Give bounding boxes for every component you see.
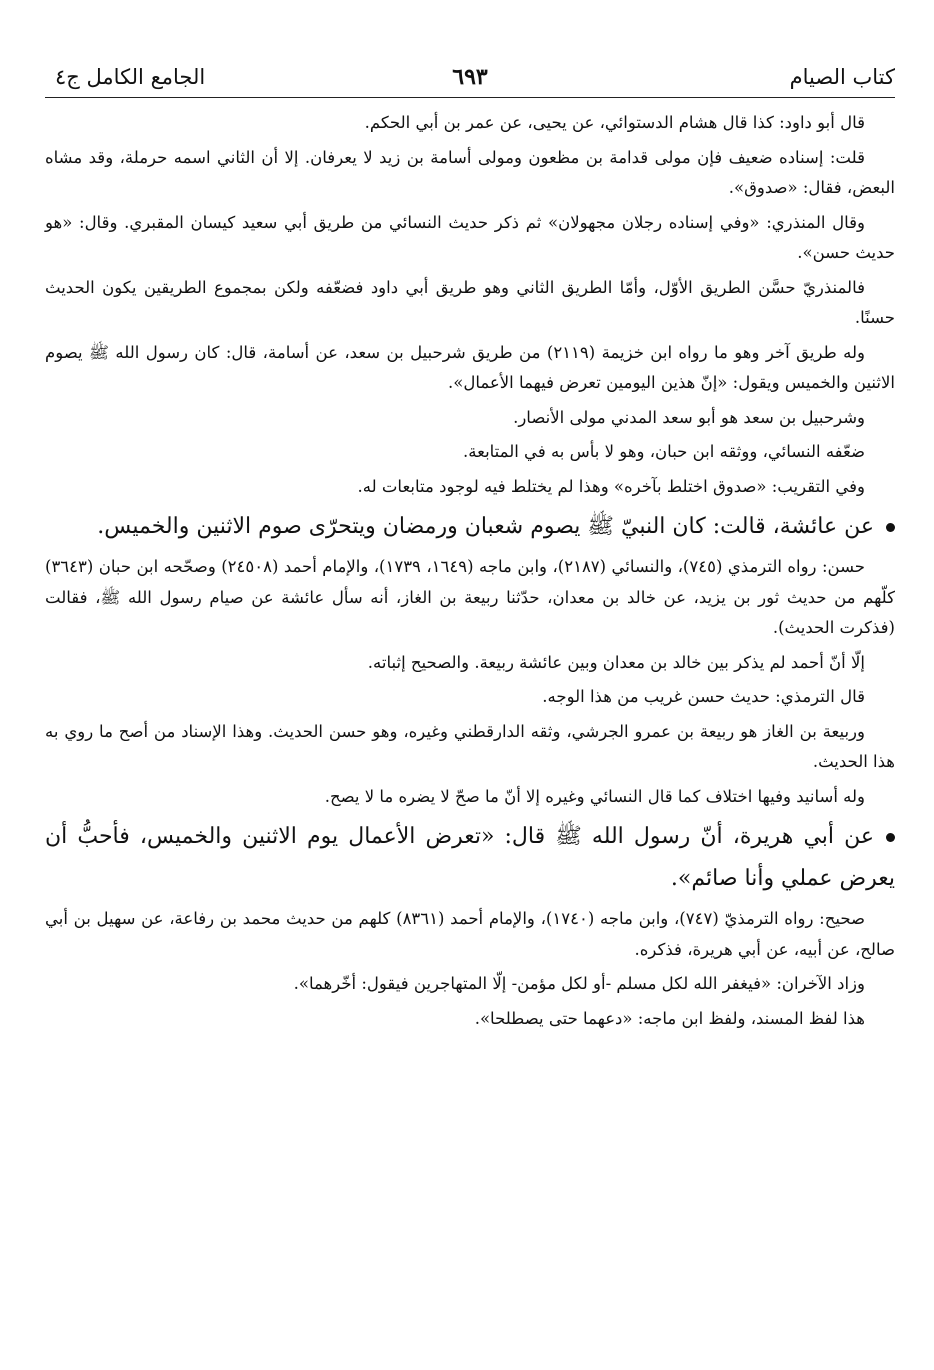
hadith-text	[45, 506, 895, 548]
hadith-body: عن أبي هريرة، أنّ رسول الله ﷺ قال: «تعرض الأعمال يوم الاثنين والخميس، فأحبُّ أن يعرض عملي وأنا صائم».	[45, 824, 895, 891]
bullet-icon	[886, 833, 895, 842]
commentary-paragraph: هذا لفظ المسند، ولفظ ابن ماجه: «دعهما حتى يصطلحا».	[474, 1008, 865, 1028]
commentary-paragraph: وله طريق آخر وهو ما رواه ابن خزيمة (٢١١٩) من طريق شرحبيل بن سعد، عن أسامة، قال: كان رسول الله ﷺ يصوم الاثنين والخميس ويقول: «إنّ هذين اليومين تعرض فيهما الأعمال».	[45, 342, 895, 392]
commentary-paragraph: قلت: إسناده ضعيف فإن مولى قدامة بن مظعون ومولى أسامة بن زيد لا يعرفان. إلا أن الثاني اسمه حرملة، وقد مشاه البعض، فقال: «صدوق».	[45, 147, 895, 197]
commentary-paragraph: وشرحبيل بن سعد هو أبو سعد المدني مولى الأنصار.	[513, 407, 865, 427]
commentary-paragraph: حسن: رواه الترمذي (٧٤٥)، والنسائي (٢١٨٧)، وابن ماجه (١٦٤٩، ١٧٣٩)، والإمام أحمد (٢٤٥٠٨) وصحّحه ابن حبان (٣٦٤٣) كلّهم من حديث ثور بن يزيد، عن خالد بن معدان، حدّثنا ربيعة بن الغاز، أنه سأل عائشة عن صيام رسول الله ﷺ، فقالت (فذكرت الحديث).	[45, 557, 895, 637]
chapter-title: كتاب الصيام	[789, 65, 895, 89]
commentary-paragraph: قال أبو داود: كذا قال هشام الدستوائي، عن يحيى، عن عمر بن أبي الحكم.	[364, 113, 865, 132]
commentary-paragraph: صحيح: رواه الترمذيّ (٧٤٧)، وابن ماجه (١٧٤٠)، والإمام أحمد (٨٣٦١) كلهم من حديث محمد بن رفاعة، عن سهيل بن أبي صالح، عن أبيه، عن أبي هريرة، فذكره.	[45, 909, 895, 959]
commentary-paragraph: فالمنذريّ حسَّن الطريق الأوّل، وأمّا الطريق الثاني وهو طريق أبي داود فضعّفه ولكن بمجموع الطريقين يكون الحديث حسنًا.	[45, 277, 895, 327]
page-number: ٦٩٣	[452, 64, 488, 90]
commentary-paragraph: إلّا أنّ أحمد لم يذكر بين خالد بن معدان وبين عائشة ربيعة. والصحيح إثباته.	[367, 652, 865, 672]
commentary-paragraph: وفي التقريب: «صدوق اختلط بآخره» وهذا لم يختلط فيه لوجود متابعات له.	[357, 476, 865, 496]
page-body	[45, 98, 895, 1034]
book-title: الجامع الكامل ج٤	[55, 65, 206, 89]
hadith-body: عن عائشة، قالت: كان النبيّ ﷺ يصوم شعبان ورمضان ويتحرّى صوم الاثنين والخميس.	[97, 514, 874, 539]
hadith-text	[45, 816, 895, 900]
page-header	[45, 55, 895, 98]
commentary-paragraph: وزاد الآخران: «فيغفر الله لكل مسلم -أو لكل مؤمن- إلّا المتهاجرين فيقول: أخّرهما».	[293, 974, 865, 993]
commentary-paragraph: وقال المنذري: «وفي إسناده رجلان مجهولان» ثم ذكر حديث النسائي من طريق أبي سعيد كيسان المقبري. وقال: «هو حديث حسن».	[45, 212, 895, 262]
bullet-icon	[886, 523, 895, 532]
commentary-paragraph: وله أسانيد وفيها اختلاف كما قال النسائي وغيره إلا أنّ ما صحّ لا يضره ما لا يصح.	[324, 786, 865, 806]
book-page	[45, 55, 895, 1355]
commentary-paragraph: وربيعة بن الغاز هو ربيعة بن عمرو الجرشي، وثقه الدارقطني وغيره، وهو حسن الحديث. وهذا الإسناد من أصح ما روي به هذا الحديث.	[45, 721, 895, 771]
commentary-paragraph: قال الترمذي: حديث حسن غريب من هذا الوجه.	[542, 687, 865, 706]
commentary-paragraph: ضعّفه النسائي، ووثقه ابن حبان، وهو لا بأس به في المتابعة.	[463, 442, 865, 461]
